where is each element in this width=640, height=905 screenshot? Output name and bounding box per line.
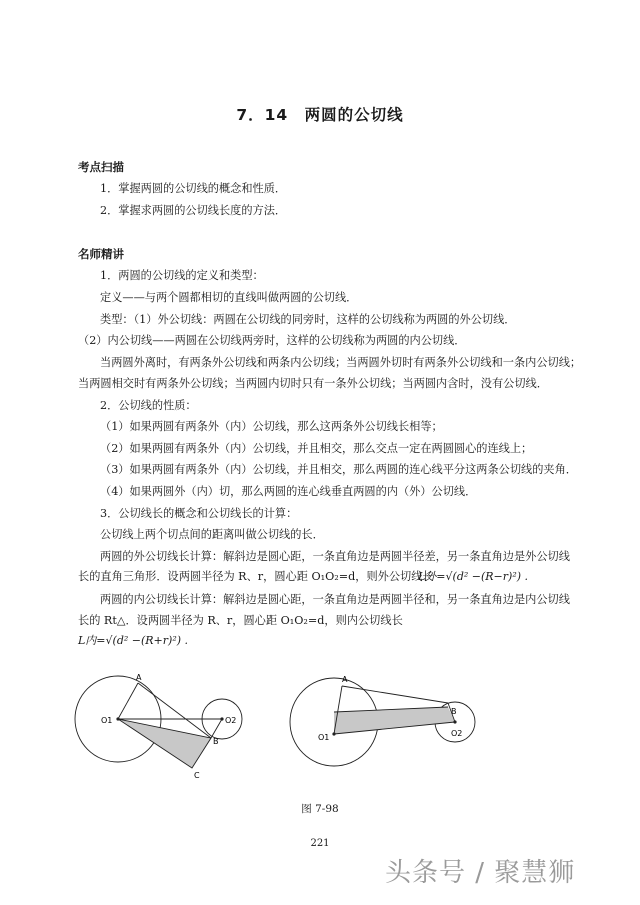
section-heading-scan: 考点扫描 <box>78 160 124 174</box>
outer-tangent-formula: L外=√(d² −(R−r)²) . <box>418 570 529 583</box>
paragraph-4: （2）内公切线——两圆在公切线两旁时，这样的公切线称为两圆的内公切线． <box>78 334 466 347</box>
left-point-O1 <box>116 717 119 720</box>
right-diagram <box>290 675 475 766</box>
right-label-O2: O2 <box>451 729 463 738</box>
left-radius-O1A <box>118 683 138 719</box>
left-label-B: B <box>213 737 219 746</box>
paragraph-7: 2．公切线的性质： <box>100 399 197 412</box>
section-heading-teacher: 名师精讲 <box>78 247 124 261</box>
paragraph-11: （4）如果两圆外（内）切，那么两圆的连心线垂直两圆的内（外）公切线． <box>100 485 477 498</box>
page-number: 221 <box>310 838 330 849</box>
paragraph-2: 定义——与两个圆都相切的直线叫做两圆的公切线． <box>100 291 358 304</box>
paragraph-5: 当两圆外离时，有两条外公切线和两条内公切线；当两圆外切时有两条外公切线和一条内公切线； <box>100 356 582 369</box>
paragraph-6: 当两圆相交时有两条外公切线；当两圆内切时只有一条外公切线；当两圆内含时，没有公切线． <box>78 377 548 390</box>
paragraph-12: 3．公切线长的概念和公切线长的计算： <box>100 507 298 520</box>
paragraph-16: 两圆的内公切线长计算：解斜边是圆心距，一条直角边是两圆半径和，另一条直角边是内公切线 <box>100 593 570 606</box>
watermark: 头条号 / 聚慧狮 <box>385 858 576 888</box>
right-label-O1: O1 <box>318 733 330 742</box>
scan-item-1: 1．掌握两圆的公切线的概念和性质． <box>100 182 287 195</box>
paragraph-8: （1）如果两圆有两条外（内）公切线，那么这两条外公切线长相等； <box>100 420 443 433</box>
left-label-C: C <box>194 771 200 780</box>
inner-tangent-formula: L内=√(d² −(R+r)²) . <box>78 634 189 647</box>
right-point-O1 <box>332 732 335 735</box>
paragraph-17: 长的 Rt△．设两圆半径为 R、r，圆心距 O₁O₂=d，则内公切线长 <box>78 614 403 627</box>
left-label-O1: O1 <box>101 716 113 725</box>
left-point-O2 <box>220 717 223 720</box>
paragraph-15: 长的直角三角形．设两圆半径为 R、r，圆心距 O₁O₂=d，则外公切线长 <box>78 570 434 583</box>
paragraph-13: 公切线上两个切点间的距离叫做公切线的长． <box>100 528 324 541</box>
left-diagram <box>75 673 242 780</box>
left-radius-O2B <box>211 719 222 738</box>
right-tangent-AB <box>342 686 448 703</box>
right-point-O2 <box>453 720 456 723</box>
page-title: 7．14 两圆的公切线 <box>236 106 404 124</box>
paragraph-1: 1．两圆的公切线的定义和类型： <box>100 269 264 282</box>
paragraph-10: （3）如果两圆有两条外（内）公切线，并且相交，那么两圆的连心线平分这两条公切线的夹角． <box>100 463 577 476</box>
paragraph-3: 类型：（1）外公切线：两圆在公切线的同旁时，这样的公切线称为两圆的外公切线． <box>100 313 516 326</box>
scan-item-2: 2．掌握求两圆的公切线长度的方法． <box>100 204 287 217</box>
paragraph-14: 两圆的外公切线长计算：解斜边是圆心距，一条直角边是两圆半径差，另一条直角边是外公切线 <box>100 550 570 563</box>
left-label-A: A <box>136 673 142 682</box>
paragraph-9: （2）如果两圆有两条外（内）公切线，并且相交，那么交点一定在两圆圆心的连线上； <box>100 442 533 455</box>
right-label-B: B <box>451 707 457 716</box>
tangent-figure <box>0 650 640 800</box>
left-shaded-triangle <box>118 719 211 768</box>
left-label-O2: O2 <box>225 716 237 725</box>
figure-caption: 图 7-98 <box>301 803 339 815</box>
right-label-A: A <box>342 675 348 684</box>
